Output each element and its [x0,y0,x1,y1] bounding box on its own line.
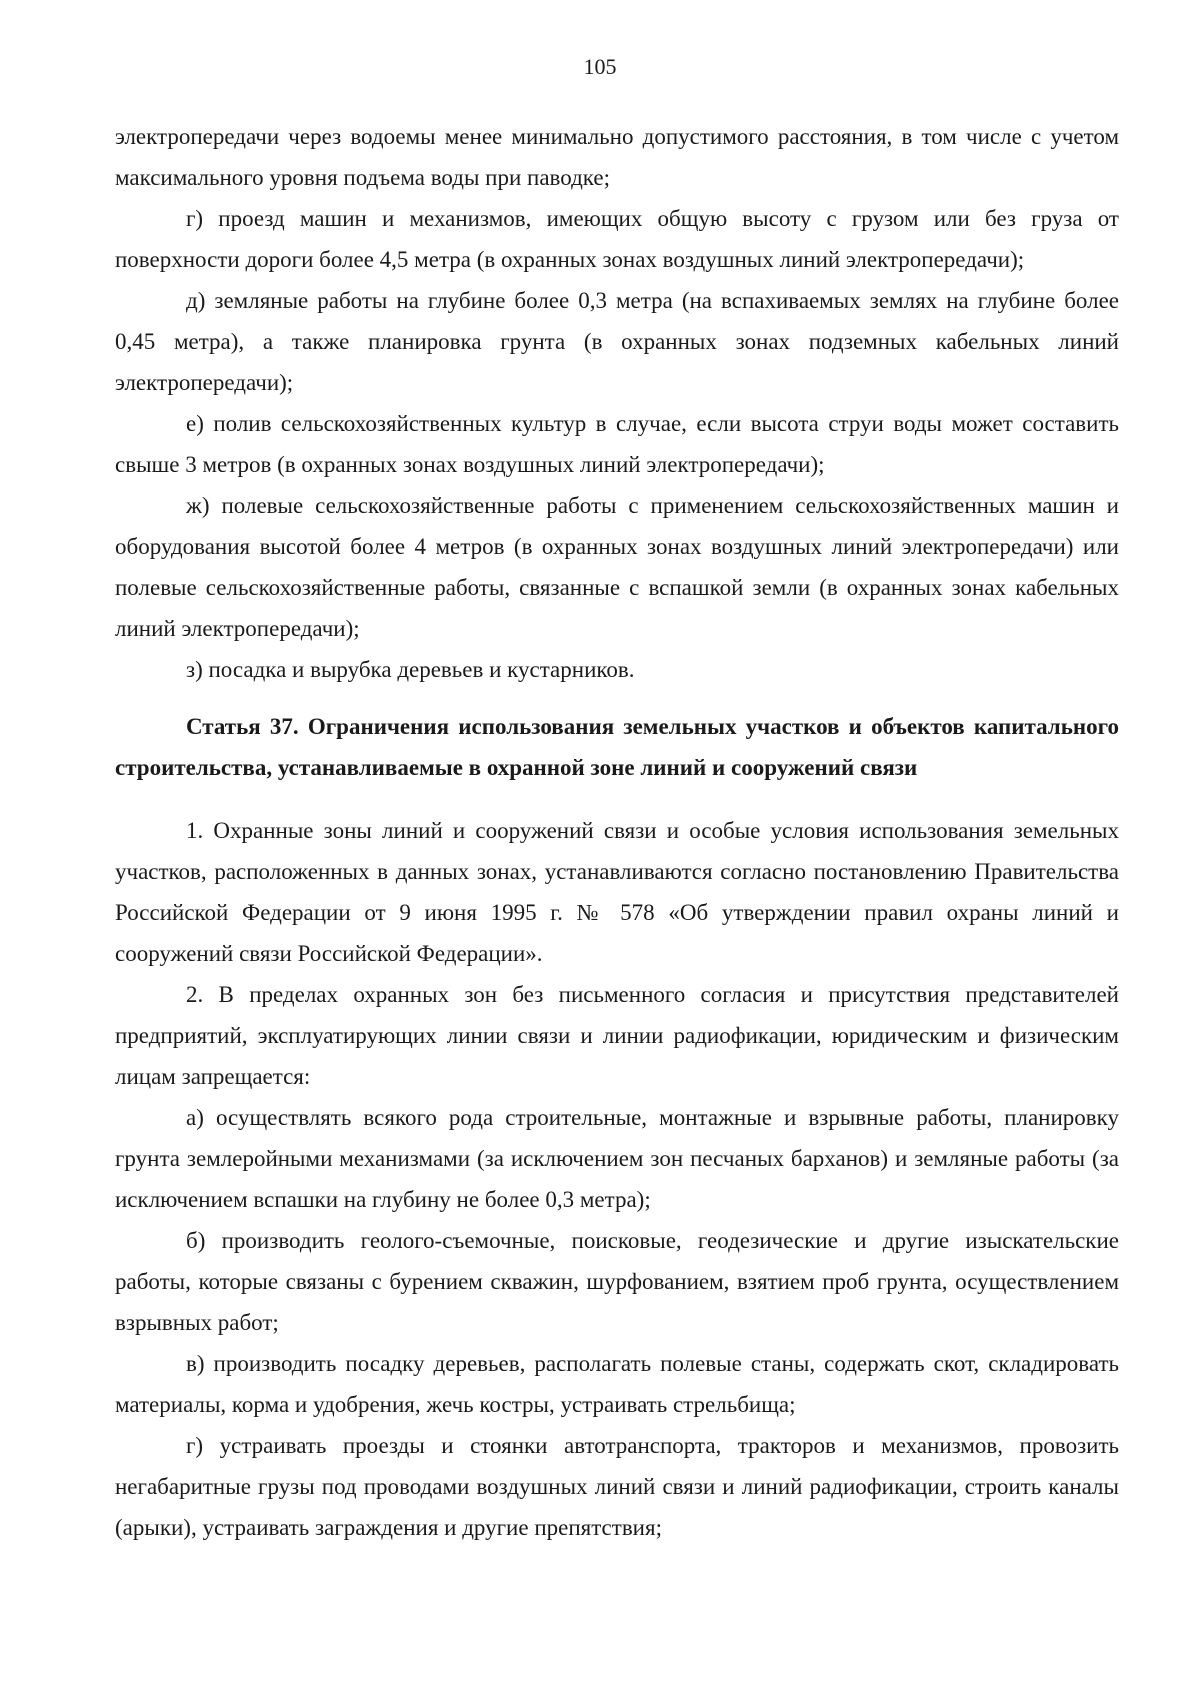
document-body [115,116,1119,1548]
paragraph-item-v: в) производить посадку деревьев, располагать полевые станы, содержать скот, складировать материалы, корма и удобрения, жечь костры, устраивать стрельбища; [115,1351,1119,1417]
paragraph-item-z: з) посадка и вырубка деревьев и кустарников. [186,657,635,682]
paragraph-clause-1: 1. Охранные зоны линий и сооружений связи и особые условия использования земельных участков, расположенных в данных зонах, устанавливаются согласно постановлению Правительства Российской Федерации от 9 июня 1995 г. № 578 «Об утверждении правил охраны линий и сооружений связи Российской Федерации». [115,818,1119,966]
paragraph-continuation: электропередачи через водоемы менее минимально допустимого расстояния, в том числе с учетом максимального уровня подъема воды при паводке; [115,124,1119,190]
paragraph-item-g: г) проезд машин и механизмов, имеющих общую высоту с грузом или без груза от поверхности дороги более 4,5 метра (в охранных зонах воздушных линий электропередачи); [115,206,1119,272]
paragraph-item-e: е) полив сельскохозяйственных культур в случае, если высота струи воды может составить свыше 3 метров (в охранных зонах воздушных линий электропередачи); [115,411,1119,477]
page-number: 105 [583,54,617,79]
paragraph-clause-2: 2. В пределах охранных зон без письменного согласия и присутствия представителей предприятий, эксплуатирующих линии связи и линии радиофикации, юридическим и физическим лицам запрещается: [115,982,1119,1089]
paragraph-item-zh: ж) полевые сельскохозяйственные работы с применением сельскохозяйственных машин и оборудования высотой более 4 метров (в охранных зонах воздушных линий электропередачи) или полевые сельскохозяйственные работы, связанные с вспашкой земли (в охранных зонах кабельных линий электропередачи); [115,493,1119,641]
article-heading: Статья 37. Ограничения использования земельных участков и объектов капитального строительства, устанавливаемые в охранной зоне линий и сооружений связи [115,714,1119,780]
paragraph-item-b: б) производить геолого-съемочные, поисковые, геодезические и другие изыскательские работы, которые связаны с бурением скважин, шурфованием, взятием проб грунта, осуществлением взрывных работ; [115,1228,1119,1335]
paragraph-item-g2: г) устраивать проезды и стоянки автотранспорта, тракторов и механизмов, провозить негабаритные грузы под проводами воздушных линий связи и линий радиофикации, строить каналы (арыки), устраивать заграждения и другие препятствия; [115,1433,1119,1540]
paragraph-item-d: д) земляные работы на глубине более 0,3 метра (на вспахиваемых землях на глубине более 0,45 метра), а также планировка грунта (в охранных зонах подземных кабельных линий электропередачи); [115,288,1119,395]
paragraph-item-a: а) осуществлять всякого рода строительные, монтажные и взрывные работы, планировку грунта землеройными механизмами (за исключением зон песчаных барханов) и земляные работы (за исключением вспашки на глубину не более 0,3 метра); [115,1105,1119,1212]
